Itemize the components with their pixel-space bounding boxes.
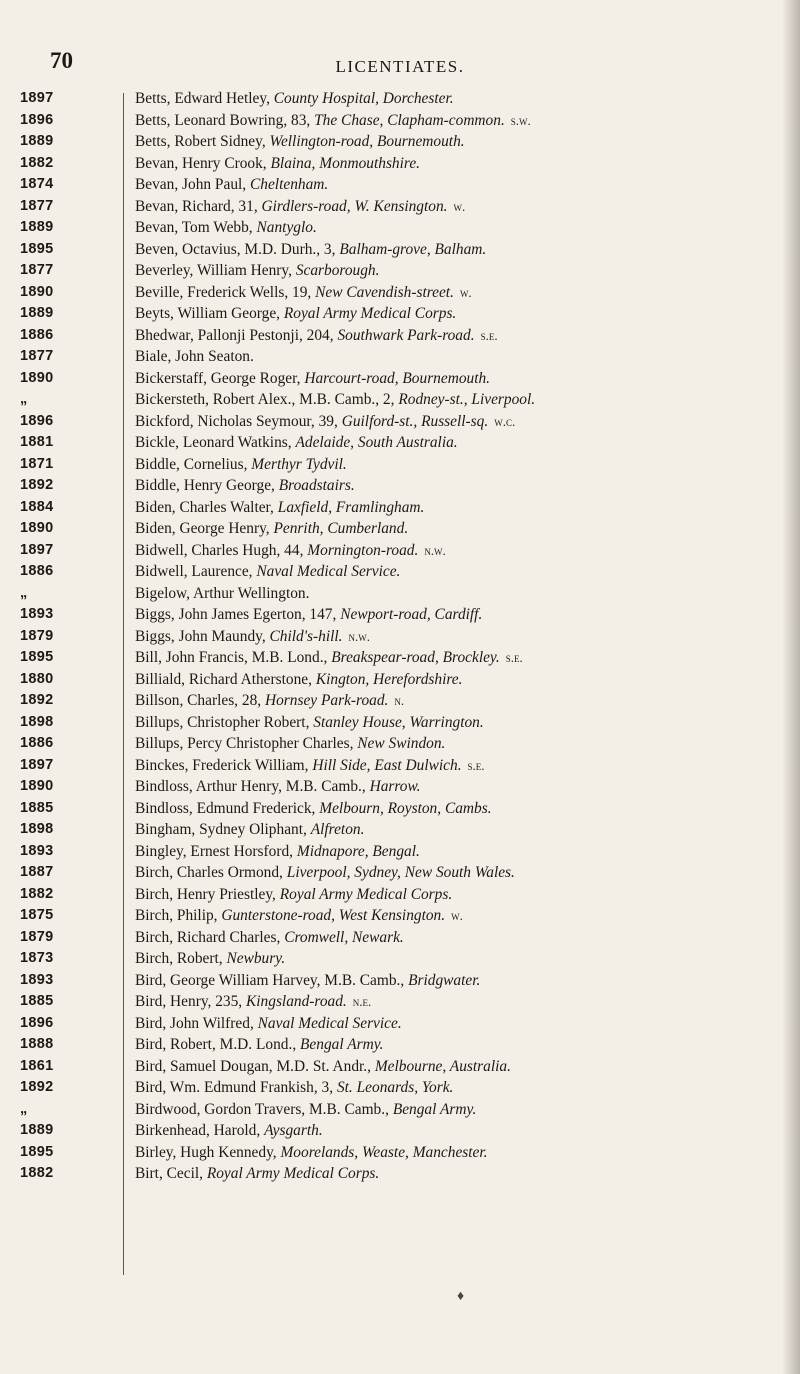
entry-text <box>108 368 800 390</box>
entry-district: s.e. <box>467 757 485 773</box>
list-item <box>0 303 800 325</box>
entry-year: 1874 <box>20 176 54 192</box>
entry-address: Royal Army Medical Corps. <box>279 885 453 903</box>
entry-district: n.w. <box>424 542 446 558</box>
footer-mark: ♦ <box>457 1289 465 1304</box>
entry-text <box>108 411 800 433</box>
running-head: LICENTIATES. <box>335 57 465 76</box>
list-item <box>0 540 800 562</box>
entry-text <box>108 733 800 755</box>
entry-name: Birch, Charles Ormond, <box>135 864 283 881</box>
list-item <box>0 862 800 884</box>
entry-address: Royal Army Medical Corps. <box>206 1165 380 1182</box>
entry-address: Cromwell, Newark. <box>284 928 404 946</box>
list-item <box>0 174 800 196</box>
entry-text <box>108 712 800 734</box>
entry-address: Hill Side, East Dulwich. <box>312 756 462 774</box>
entry-text <box>108 518 800 540</box>
entry-year: „ <box>20 391 28 407</box>
entry-name: Bevan, Richard, 31, <box>135 197 258 215</box>
list-item <box>0 884 800 906</box>
entry-address: Southwark Park-road. <box>337 326 475 344</box>
entry-year: „ <box>20 584 28 601</box>
entry-address: Guilford-st., Russell-sq. <box>341 412 489 430</box>
entry-district: w. <box>453 198 466 214</box>
entry-year: 1897 <box>20 756 54 773</box>
entry-text <box>108 110 800 132</box>
list-item <box>0 217 800 239</box>
entry-address: Bengal Army. <box>300 1036 384 1053</box>
entry-district: s.e. <box>480 327 498 343</box>
entry-name: Biddle, Cornelius, <box>135 455 248 473</box>
entry-address: Rodney-st., Liverpool. <box>398 391 536 408</box>
entry-district: n.e. <box>352 994 372 1009</box>
entry-year: 1871 <box>20 455 54 472</box>
page-number: 70 <box>50 48 73 73</box>
list-item <box>0 776 800 798</box>
entry-year: 1898 <box>20 821 54 837</box>
entry-text <box>108 1163 800 1185</box>
list-item <box>0 282 800 304</box>
entry-year: 1896 <box>20 111 54 128</box>
entry-text <box>108 927 800 949</box>
entry-year: 1895 <box>20 240 54 257</box>
entry-year: 1888 <box>20 1036 54 1052</box>
entry-text <box>108 497 800 519</box>
list-item <box>0 1099 800 1121</box>
entry-address: The Chase, Clapham-common. <box>314 111 505 129</box>
entry-text <box>108 217 800 239</box>
entry-address: Moorelands, Weaste, Manchester. <box>280 1143 488 1161</box>
entry-text <box>108 862 800 884</box>
entry-name: Bickle, Leonard Watkins, <box>135 434 292 451</box>
entry-address: Balham-grove, Balham. <box>339 240 487 258</box>
list-item <box>0 841 800 863</box>
entry-year: 1880 <box>20 670 54 687</box>
list-item <box>0 1077 800 1099</box>
list-item <box>0 669 800 691</box>
list-item <box>0 1034 800 1056</box>
entry-name: Bevan, Henry Crook, <box>135 154 267 172</box>
entry-name: Beven, Octavius, M.D. Durh., 3, <box>135 240 336 258</box>
entry-name: Bickerstaff, George Roger, <box>135 369 301 387</box>
entry-name: Biddle, Henry George, <box>135 477 275 494</box>
entry-name: Bidwell, Laurence, <box>135 563 253 580</box>
entry-year: 1882 <box>20 1165 54 1181</box>
entry-text <box>108 561 800 583</box>
list-item <box>0 647 800 669</box>
entry-year: 1877 <box>20 262 54 278</box>
list-item <box>0 196 800 218</box>
entry-name: Birley, Hugh Kennedy, <box>135 1143 277 1161</box>
entry-text <box>108 819 800 841</box>
entry-text <box>108 884 800 906</box>
entry-text <box>108 540 800 562</box>
entry-name: Bill, John Francis, M.B. Lond., <box>135 649 328 666</box>
entry-year: 1895 <box>20 1143 54 1160</box>
list-item <box>0 733 800 755</box>
entry-address: Gunterstone-road, West Kensington. <box>221 907 446 924</box>
entry-name: Birdwood, Gordon Travers, M.B. Camb., <box>135 1100 389 1118</box>
list-item <box>0 411 800 433</box>
entry-address: Bengal Army. <box>392 1100 477 1118</box>
list-item <box>0 239 800 261</box>
entry-name: Bindloss, Edmund Frederick, <box>135 799 316 817</box>
entry-name: Biden, George Henry, <box>135 520 270 537</box>
entry-name: Bidwell, Charles Hugh, 44, <box>135 541 304 559</box>
entry-text <box>108 604 800 626</box>
entry-year: 1898 <box>20 713 54 730</box>
list-item <box>0 604 800 626</box>
list-item <box>0 497 800 519</box>
list-item <box>0 1142 800 1164</box>
entry-address: New Cavendish-street. <box>315 283 454 301</box>
entry-address: County Hospital, Dorchester. <box>273 90 454 107</box>
entry-address: Melbourne, Australia. <box>374 1057 511 1075</box>
entry-text <box>108 798 800 820</box>
entry-year: 1886 <box>20 563 54 579</box>
entry-address: Harcourt-road, Bournemouth. <box>304 369 491 387</box>
entry-year: 1893 <box>20 606 54 622</box>
entry-name: Betts, Edward Hetley, <box>135 90 270 107</box>
entry-name: Bird, John Wilfred, <box>135 1014 254 1032</box>
list-item <box>0 88 800 110</box>
entry-text <box>108 776 800 798</box>
entry-name: Biden, Charles Walter, <box>135 498 274 516</box>
entry-name: Birch, Robert, <box>135 950 223 967</box>
entry-name: Bickford, Nicholas Seymour, 39, <box>135 412 338 430</box>
entry-year: 1877 <box>20 348 54 364</box>
entry-name: Birch, Henry Priestley, <box>135 885 276 903</box>
list-item <box>0 325 800 347</box>
entry-address: Midnapore, Bengal. <box>296 842 420 860</box>
entry-address: Scarborough. <box>295 262 380 279</box>
entry-name: Biggs, John James Egerton, 147, <box>135 606 337 623</box>
entry-text <box>108 88 800 110</box>
list-item <box>0 110 800 132</box>
entry-year: 1896 <box>20 1014 54 1031</box>
entry-name: Bhedwar, Pallonji Pestonji, 204, <box>135 326 334 344</box>
list-item <box>0 131 800 153</box>
entry-name: Bevan, Tom Webb, <box>135 219 253 236</box>
entry-address: Cheltenham. <box>250 176 329 193</box>
entry-name: Bindloss, Arthur Henry, M.B. Camb., <box>135 778 366 795</box>
entry-district: s.e. <box>505 650 523 665</box>
entry-text <box>108 325 800 347</box>
entry-year: 1882 <box>20 154 54 171</box>
entry-year: 1897 <box>20 541 54 558</box>
entry-address: Newport-road, Cardiff. <box>340 606 483 623</box>
entry-year: 1881 <box>20 434 54 450</box>
list-item <box>0 389 800 411</box>
entry-name: Betts, Robert Sidney, <box>135 133 266 150</box>
entry-name: Bickersteth, Robert Alex., M.B. Camb., 2, <box>135 391 395 408</box>
entry-text <box>108 196 800 218</box>
entry-text <box>108 475 800 497</box>
entry-year: 1886 <box>20 326 54 343</box>
entry-name: Billups, Percy Christopher Charles, <box>135 735 354 752</box>
entry-address: Naval Medical Service. <box>256 563 401 580</box>
entry-name: Betts, Leonard Bowring, 83, <box>135 111 311 129</box>
entry-year: 1886 <box>20 735 54 751</box>
list-item <box>0 153 800 175</box>
entry-address: Aysgarth. <box>264 1122 323 1139</box>
entry-text <box>108 755 800 777</box>
entry-text <box>108 303 800 325</box>
list-item <box>0 346 800 368</box>
entry-name: Bird, Robert, M.D. Lond., <box>135 1036 297 1053</box>
entry-address: St. Leonards, York. <box>336 1079 454 1096</box>
list-item <box>0 798 800 820</box>
entry-address: Blaina, Monmouthshire. <box>270 154 420 172</box>
list-item <box>0 927 800 949</box>
list-item <box>0 454 800 476</box>
entry-name: Bigelow, Arthur Wellington. <box>135 584 310 602</box>
entry-text <box>108 970 800 992</box>
entry-text <box>108 1099 800 1121</box>
entry-text <box>108 454 800 476</box>
entry-name: Bevan, John Paul, <box>135 176 247 193</box>
entry-address: Adelaide, South Australia. <box>295 434 458 451</box>
entry-text <box>108 690 800 712</box>
entry-year: 1890 <box>20 778 54 794</box>
entry-text <box>108 1034 800 1056</box>
entry-address: Laxfield, Framlingham. <box>277 498 425 516</box>
entry-address: Liverpool, Sydney, New South Wales. <box>286 864 515 881</box>
entry-text <box>108 841 800 863</box>
entry-text <box>108 260 800 282</box>
entry-name: Beverley, William Henry, <box>135 262 292 279</box>
list-item <box>0 260 800 282</box>
entry-text <box>108 239 800 261</box>
entry-address: Kington, Herefordshire. <box>315 670 463 688</box>
entry-address: Naval Medical Service. <box>257 1014 402 1032</box>
entry-text <box>108 991 800 1013</box>
entry-text <box>108 1056 800 1078</box>
list-item <box>0 432 800 454</box>
entry-name: Bingley, Ernest Horsford, <box>135 842 294 860</box>
entry-year: 1877 <box>20 197 54 214</box>
entry-address: Hornsey Park-road. <box>264 692 389 709</box>
list-item <box>0 561 800 583</box>
entry-name: Biggs, John Maundy, <box>135 627 266 645</box>
entry-name: Birkenhead, Harold, <box>135 1122 261 1139</box>
list-item <box>0 755 800 777</box>
entry-year: 1893 <box>20 971 54 988</box>
list-item <box>0 475 800 497</box>
entry-address: Bridgwater. <box>408 971 481 989</box>
entry-address: Girdlers-road, W. Kensington. <box>261 197 448 215</box>
entry-name: Bingham, Sydney Oliphant, <box>135 821 307 838</box>
list-item <box>0 905 800 927</box>
entry-text <box>108 948 800 970</box>
entry-name: Beyts, William George, <box>135 305 281 322</box>
entry-year: 1892 <box>20 477 54 493</box>
entry-address: Melbourn, Royston, Cambs. <box>319 799 492 817</box>
entry-text <box>108 131 800 153</box>
entry-address: Nantyglo. <box>256 219 317 236</box>
entry-address: Mornington-road. <box>307 541 419 559</box>
entry-address: Merthyr Tydvil. <box>251 455 347 473</box>
entry-name: Bird, Henry, 235, <box>135 993 243 1010</box>
entry-address: New Swindon. <box>357 735 446 752</box>
page-edge-shadow <box>782 0 800 1374</box>
entry-year: 1884 <box>20 498 54 515</box>
entry-year: 1890 <box>20 369 54 386</box>
entry-district: w. <box>451 908 463 923</box>
entry-text <box>108 626 800 648</box>
entry-district: w.c. <box>494 413 516 429</box>
entry-year: 1882 <box>20 885 54 902</box>
entry-text <box>108 282 800 304</box>
entry-name: Birch, Philip, <box>135 907 218 924</box>
entry-year: 1892 <box>20 1079 54 1095</box>
entry-year: „ <box>20 1100 28 1117</box>
entry-year: 1861 <box>20 1057 54 1074</box>
list-item <box>0 819 800 841</box>
list-item <box>0 970 800 992</box>
entry-text <box>108 389 800 411</box>
entry-year: 1895 <box>20 649 54 665</box>
list-item <box>0 626 800 648</box>
entry-year: 1873 <box>20 950 54 966</box>
entry-year: 1885 <box>20 799 54 816</box>
list-item <box>0 1163 800 1185</box>
entry-text <box>108 1077 800 1099</box>
entry-name: Billson, Charles, 28, <box>135 692 262 709</box>
entry-district: w. <box>459 284 472 300</box>
entry-year: 1889 <box>20 305 54 321</box>
entry-address: Child's-hill. <box>269 627 343 645</box>
entry-address: Broadstairs. <box>278 477 355 494</box>
entry-year: 1879 <box>20 928 54 945</box>
entry-name: Billiald, Richard Atherstone, <box>135 670 312 688</box>
list-item <box>0 1056 800 1078</box>
entry-district: n.w. <box>348 628 371 644</box>
entry-year: 1887 <box>20 864 54 880</box>
entry-address: Newbury. <box>226 950 286 967</box>
entry-year: 1879 <box>20 627 54 644</box>
entry-text <box>108 647 800 669</box>
entry-year: 1896 <box>20 412 54 429</box>
entry-text <box>108 583 800 605</box>
entry-text <box>108 432 800 454</box>
entry-year: 1892 <box>20 692 54 708</box>
entry-text <box>108 1120 800 1142</box>
entry-year: 1889 <box>20 219 54 235</box>
entry-year: 1897 <box>20 90 54 106</box>
entry-year: 1889 <box>20 1122 54 1138</box>
entry-text <box>108 669 800 691</box>
entry-year: 1890 <box>20 520 54 536</box>
entry-district: n. <box>394 693 405 708</box>
entry-address: Kingsland-road. <box>246 993 347 1010</box>
entry-text <box>108 346 800 368</box>
entry-address: Stanley House, Warrington. <box>313 713 484 731</box>
entry-text <box>108 153 800 175</box>
entry-name: Birch, Richard Charles, <box>135 928 281 946</box>
entry-text <box>108 174 800 196</box>
entry-year: 1885 <box>20 993 54 1009</box>
entry-address: Alfreton. <box>310 821 365 838</box>
list-item <box>0 583 800 605</box>
entry-address: Penrith, Cumberland. <box>273 520 409 537</box>
entry-text <box>108 1013 800 1035</box>
entry-address: Harrow. <box>369 778 421 795</box>
list-item <box>0 518 800 540</box>
entry-name: Biale, John Seaton. <box>135 348 254 365</box>
list-item <box>0 1120 800 1142</box>
entry-address: Royal Army Medical Corps. <box>283 305 457 322</box>
entry-text <box>108 905 800 927</box>
licentiate-list <box>0 88 800 1185</box>
entry-name: Birt, Cecil, <box>135 1165 203 1182</box>
entry-year: 1893 <box>20 842 54 859</box>
entry-name: Billups, Christopher Robert, <box>135 713 310 731</box>
entry-address: Wellington-road, Bournemouth. <box>269 133 465 150</box>
list-item <box>0 948 800 970</box>
entry-name: Binckes, Frederick William, <box>135 756 309 774</box>
entry-text <box>108 1142 800 1164</box>
list-item <box>0 991 800 1013</box>
entry-year: 1875 <box>20 907 54 923</box>
list-item <box>0 712 800 734</box>
entry-address: Breakspear-road, Brockley. <box>331 649 500 666</box>
entry-name: Bird, Wm. Edmund Frankish, 3, <box>135 1079 334 1096</box>
entry-name: Bird, George William Harvey, M.B. Camb., <box>135 971 405 989</box>
entry-name: Beville, Frederick Wells, 19, <box>135 283 312 301</box>
entry-district: s.w. <box>510 112 531 128</box>
list-item <box>0 690 800 712</box>
entry-year: 1890 <box>20 283 54 300</box>
list-item <box>0 1013 800 1035</box>
entry-year: 1889 <box>20 133 54 149</box>
entry-name: Bird, Samuel Dougan, M.D. St. Andr., <box>135 1057 371 1075</box>
list-item <box>0 368 800 390</box>
